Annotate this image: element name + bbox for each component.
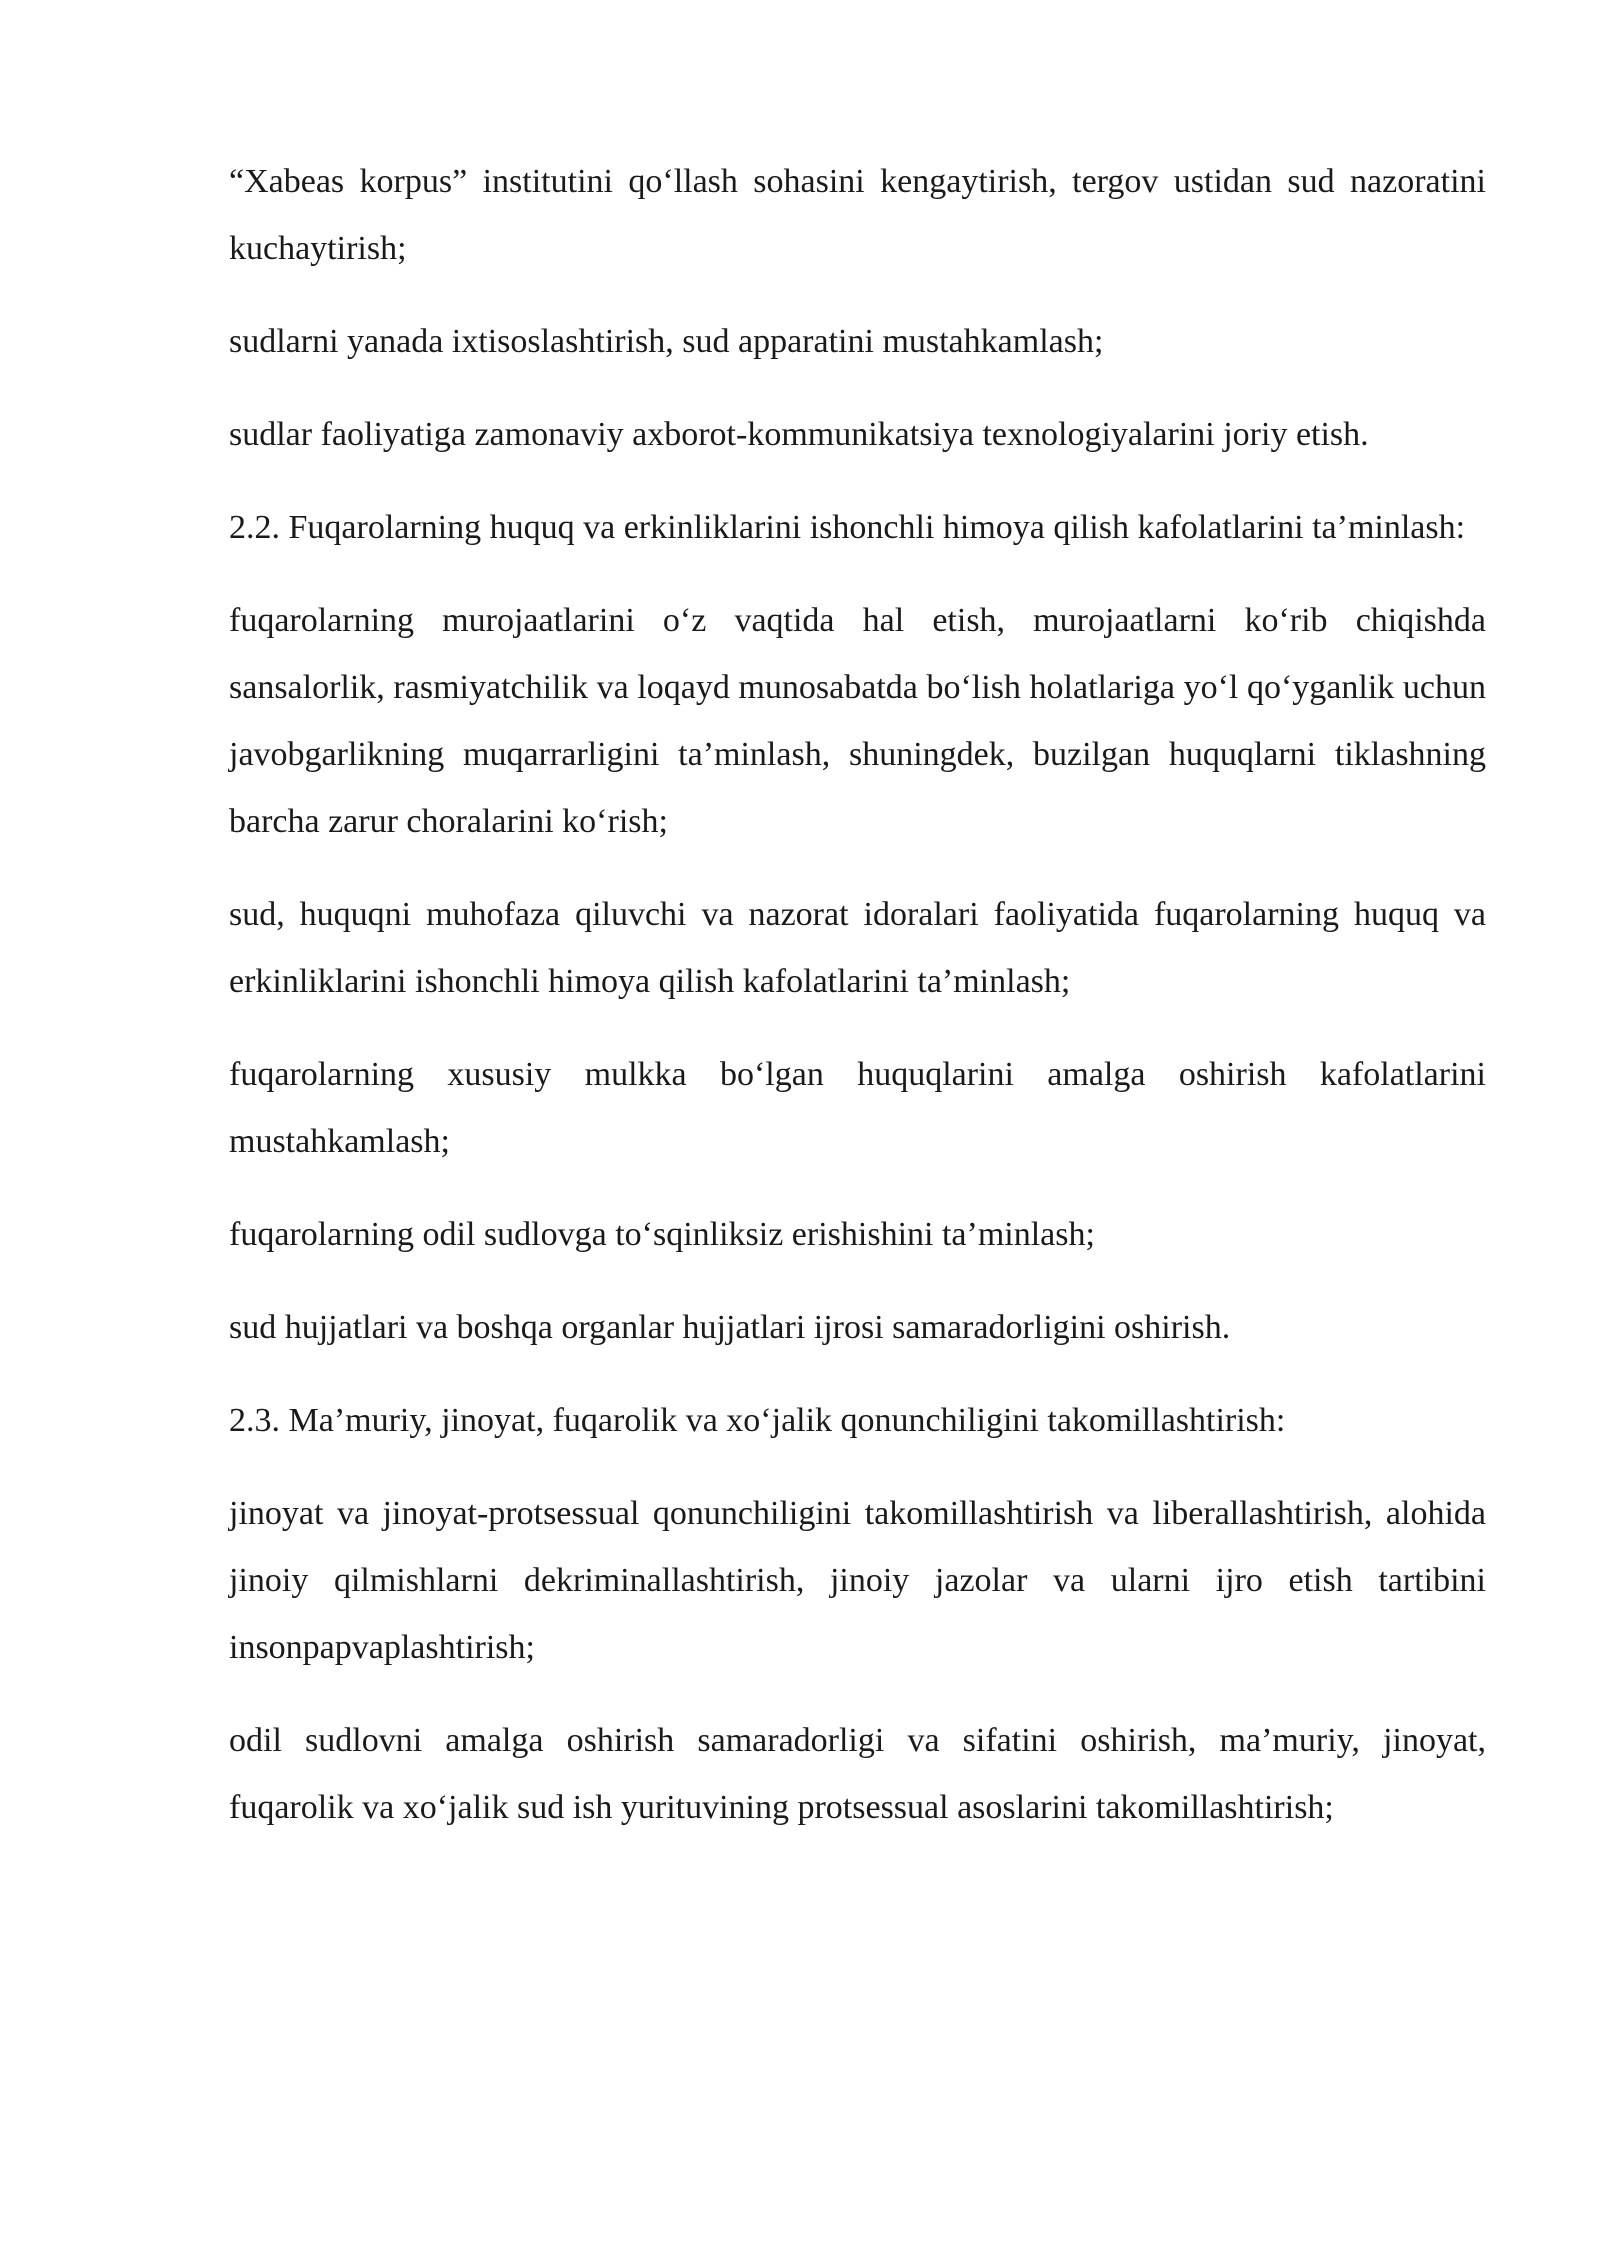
paragraph-access-to-justice: fuqarolarning odil sudlovga toʻsqinliksiz erishishini ta’minlash; [229, 1216, 1095, 1253]
section-heading-2-2: 2.2. Fuqarolarning huquq va erkinliklarini ishonchli himoya qilish kafolatlarini ta’minlash: [229, 509, 1466, 546]
paragraph-court-specialization: sudlarni yanada ixtisoslashtirish, sud apparatini mustahkamlash; [229, 323, 1104, 360]
paragraph-citizen-appeals: fuqarolarning murojaatlarini oʻz vaqtida hal etish, murojaatlarni koʻrib chiqishda sansalorlik, rasmiyatchilik va loqayd munosabatda boʻlish holatlariga yoʻl qoʻyganlik uchun javobgarlikning muqarrarligini ta’minlash, shuningdek, buzilgan huquqlarni tiklashning barcha zarur choralarini koʻrish; [229, 602, 1486, 840]
paragraph-private-property: fuqarolarning xususiy mulkka boʻlgan huquqlarini amalga oshirish kafolatlarini mustahkamlash; [229, 1056, 1486, 1160]
paragraph-ict-in-courts: sudlar faoliyatiga zamonaviy axborot-kommunikatsiya texnologiyalarini joriy etish. [229, 416, 1369, 453]
section-heading-2-3: 2.3. Ma’muriy, jinoyat, fuqarolik va xoʻjalik qonunchiligini takomillashtirish: [229, 1402, 1286, 1439]
paragraph-rights-protection: sud, huquqni muhofaza qiluvchi va nazorat idoralari faoliyatida fuqarolarning huquq va erkinliklarini ishonchli himoya qilish kafolatlarini ta’minlash; [229, 896, 1486, 1000]
paragraph-criminal-law-reform: jinoyat va jinoyat-protsessual qonunchiligini takomillashtirish va liberallashtirish, alohida jinoiy qilmishlarni dekriminallashtirish, jinoiy jazolar va ularni ijro etish tartibini insonpapvaplashtirish; [229, 1495, 1486, 1666]
paragraph-enforcement-efficiency: sud hujjatlari va boshqa organlar hujjatlari ijrosi samaradorligini oshirish. [229, 1309, 1231, 1346]
paragraph-habeas-corpus: “Xabeas korpus” institutini qoʻllash sohasini kengaytirish, tergov ustidan sud nazoratini kuchaytirish; [229, 163, 1486, 267]
paragraph-judicial-procedure: odil sudlovni amalga oshirish samaradorligi va sifatini oshirish, ma’muriy, jinoyat, fuqarolik va xoʻjalik sud ish yurituvining protsessual asoslarini takomillashtirish; [229, 1722, 1486, 1826]
document-page [229, 148, 1486, 1867]
